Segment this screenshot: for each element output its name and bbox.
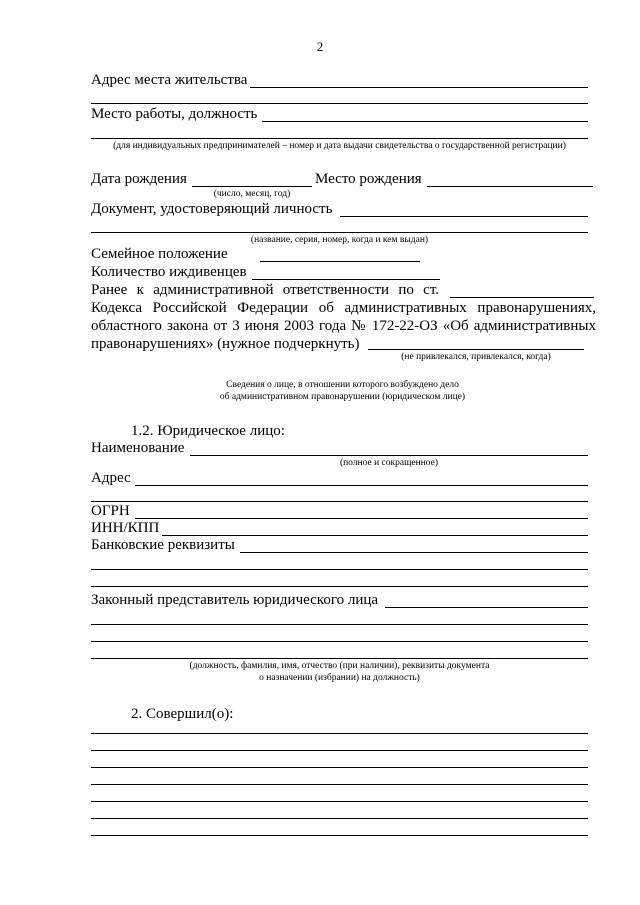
offence-line-2[interactable] [91, 750, 588, 751]
prior-line-2: Кодекса Российской Федерации об административных правонарушениях, [91, 300, 596, 316]
offence-line-3[interactable] [91, 767, 588, 768]
birth-place-label: Место рождения [315, 171, 422, 187]
inn-field[interactable] [162, 535, 588, 536]
family-field[interactable] [260, 261, 420, 262]
rep-hint-line-1: (должность, фамилия, имя, отчество (при наличии), реквизиты документа [189, 661, 490, 671]
family-label: Семейное положение [91, 246, 228, 262]
address-field-line2[interactable] [91, 103, 588, 104]
prior-line-4: правонарушениях» (нужное подчеркнуть) [91, 336, 360, 352]
prior-line-1: Ранее к административной ответственности по ст. [91, 282, 439, 298]
bank-field-line3[interactable] [91, 586, 588, 587]
offence-line-5[interactable] [91, 801, 588, 802]
ogrn-label: ОГРН [91, 503, 130, 519]
legal-section-title: 1.2. Юридическое лицо: [131, 423, 285, 439]
birth-date-field[interactable] [192, 186, 312, 187]
legal-name-hint: (полное и сокращенное) [339, 458, 439, 468]
offence-line-4[interactable] [91, 784, 588, 785]
bank-field-line2[interactable] [91, 569, 588, 570]
ogrn-field[interactable] [135, 518, 588, 519]
legal-name-field[interactable] [190, 455, 588, 456]
legal-address-field-line2[interactable] [91, 501, 588, 502]
id-doc-label: Документ, удостоверяющий личность [91, 201, 333, 217]
offence-line-1[interactable] [91, 733, 588, 734]
offence-line-7[interactable] [91, 835, 588, 836]
prior-line-3: областного закона от 3 июня 2003 года № 172-22-ОЗ «Об административных [91, 318, 596, 334]
rep-field-line4[interactable] [91, 658, 588, 659]
rep-hint-line-2: о назначении (избрании) на должность) [259, 673, 420, 683]
inn-label: ИНН/КПП [91, 520, 160, 536]
birth-place-field[interactable] [427, 186, 593, 187]
legal-address-field[interactable] [135, 485, 588, 486]
birth-date-label: Дата рождения [91, 171, 187, 187]
id-doc-field-line2[interactable] [91, 232, 588, 233]
legal-address-label: Адрес [91, 470, 131, 486]
page-number: 2 [316, 39, 324, 54]
work-label: Место работы, должность [91, 106, 258, 122]
prior-hint: (не привлекался, привлекался, когда) [401, 352, 551, 362]
legal-heading-line-2: об административном правонарушении (юридическом лице) [219, 392, 466, 402]
id-doc-field[interactable] [340, 216, 588, 217]
prior-article-field[interactable] [450, 297, 594, 298]
work-field[interactable] [262, 121, 588, 122]
rep-field-line3[interactable] [91, 641, 588, 642]
work-field-line2[interactable] [91, 138, 588, 139]
address-field[interactable] [250, 87, 588, 88]
dependents-field[interactable] [252, 279, 440, 280]
bank-label: Банковские реквизиты [91, 537, 235, 553]
address-label: Адрес места жительства [91, 72, 248, 88]
offence-line-6[interactable] [91, 818, 588, 819]
birth-date-hint: (число, месяц, год) [213, 189, 291, 199]
rep-field[interactable] [385, 607, 588, 608]
legal-name-label: Наименование [91, 440, 185, 456]
section-2-title: 2. Совершил(о): [131, 706, 234, 722]
id-doc-hint: (название, серия, номер, когда и кем выдан) [250, 235, 429, 245]
rep-field-line2[interactable] [91, 624, 588, 625]
prior-status-field[interactable] [368, 349, 584, 350]
rep-label: Законный представитель юридического лица [91, 592, 379, 608]
work-hint: (для индивидуальных предпринимателей – номер и дата выдачи свидетельства о государственной регистрации) [113, 141, 566, 151]
legal-heading-line-1: Сведения о лице, в отношении которого возбуждено дело [226, 380, 459, 390]
bank-field[interactable] [240, 552, 588, 553]
dependents-label: Количество иждивенцев [91, 264, 247, 280]
